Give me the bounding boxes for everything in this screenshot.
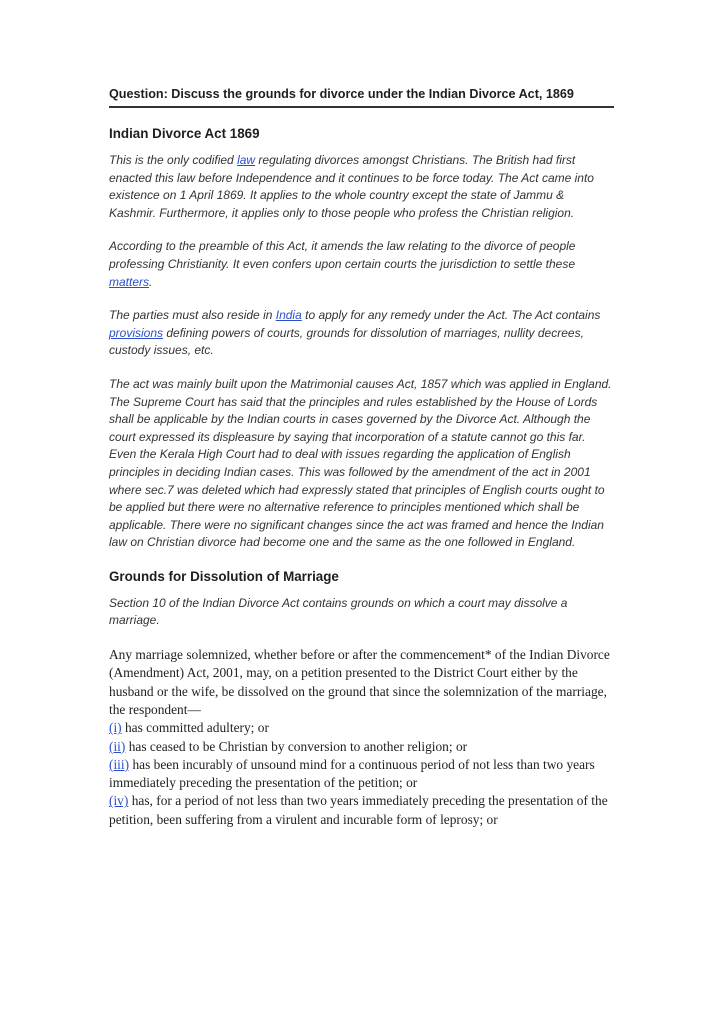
link-clause-i[interactable]: (i) (109, 720, 122, 736)
heading-indian-divorce-act: Indian Divorce Act 1869 (109, 126, 260, 141)
link-law[interactable]: law (237, 153, 256, 167)
statute-text (109, 646, 614, 829)
document-page (109, 86, 614, 829)
heading-grounds-dissolution: Grounds for Dissolution of Marriage (109, 568, 339, 584)
paragraph-text: regulating divorces amongst Christians. The British had first enacted this law before Independence and it continues to be force today. The Act came into existence on 1 April 1869. It applies to the whole country except the state of Jammu & Kashmir. Furthermore, it applies only to those people who profess the Christian religion. (109, 153, 594, 220)
link-matters[interactable]: matters (109, 274, 150, 289)
statute-intro: Any marriage solemnized, whether before or after the commencement* of the Indian Divorce (Amendment) Act, 2001, may, on a petition presented to the District Court either by the husband or the wife, be dissolved on the ground that since the solemnization of the marriage, the respondent— (109, 647, 610, 717)
link-clause-iii[interactable]: (iii) (109, 756, 130, 772)
paragraph-text: defining powers of courts, grounds for dissolution of marriages, nullity decrees, custody issues, etc. (109, 325, 584, 358)
clause-item (109, 738, 614, 756)
question-title: Question: Discuss the grounds for divorce under the Indian Divorce Act, 1869 (109, 86, 614, 108)
paragraph-text: This is the only codified (109, 153, 238, 167)
paragraph-text: . (149, 274, 153, 289)
paragraph-text: to apply for any remedy under the Act. The Act contains (301, 308, 601, 323)
paragraph-text: The parties must also reside in (109, 308, 276, 323)
link-clause-ii[interactable]: (ii) (109, 738, 126, 754)
link-provisions[interactable]: provisions (109, 325, 164, 340)
clause-item (109, 719, 614, 737)
clause-text: has, for a period of not less than two years immediately preceding the presentation of the petition, been suffering from a virulent and incurable form of leprosy; or (109, 793, 608, 827)
clause-text: has ceased to be Christian by conversion to another religion; or (125, 738, 468, 754)
paragraph-matrimonial-causes: The act was mainly built upon the Matrimonial causes Act, 1857 which was applied in England. The Supreme Court has said that the principles and rules established by the House of Lords shall be applicable by the Indian courts in cases governed by the Divorce Act. Although the court expressed its displeasure by saying that incorporation of a statute cannot go this far. Even the Kerala High Court had to deal with issues regarding the application of English principles in deciding Indian cases. This was followed by the amendment of the act in 2001 where sec.7 was deleted which had expressly stated that principles of English courts ought to be applied but there were no alternative reference to principles mentioned which shall be applicable. There were no significant changes since the act was framed and hence the Indian law on Christian divorce had become one and the same as the one followed in England. (109, 376, 612, 550)
paragraph-text: According to the preamble of this Act, it amends the law relating to the divorce of people professing Christianity. It even confers upon certain courts the jurisdiction to settle these (109, 239, 576, 271)
clause-item (109, 792, 614, 829)
clause-text: has been incurably of unsound mind for a continuous period of not less than two years immediately preceding the presentation of the petition; or (109, 756, 595, 791)
paragraph-codified-law (109, 152, 614, 222)
link-india[interactable]: India (275, 308, 302, 323)
clause-text: has committed adultery; or (121, 720, 269, 736)
paragraph-parties-reside (109, 307, 614, 360)
paragraph-preamble (109, 238, 614, 291)
clause-item (109, 756, 614, 793)
paragraph-section-10: Section 10 of the Indian Divorce Act contains grounds on which a court may dissolve a marriage. (109, 595, 568, 628)
link-clause-iv[interactable]: (iv) (109, 793, 129, 809)
